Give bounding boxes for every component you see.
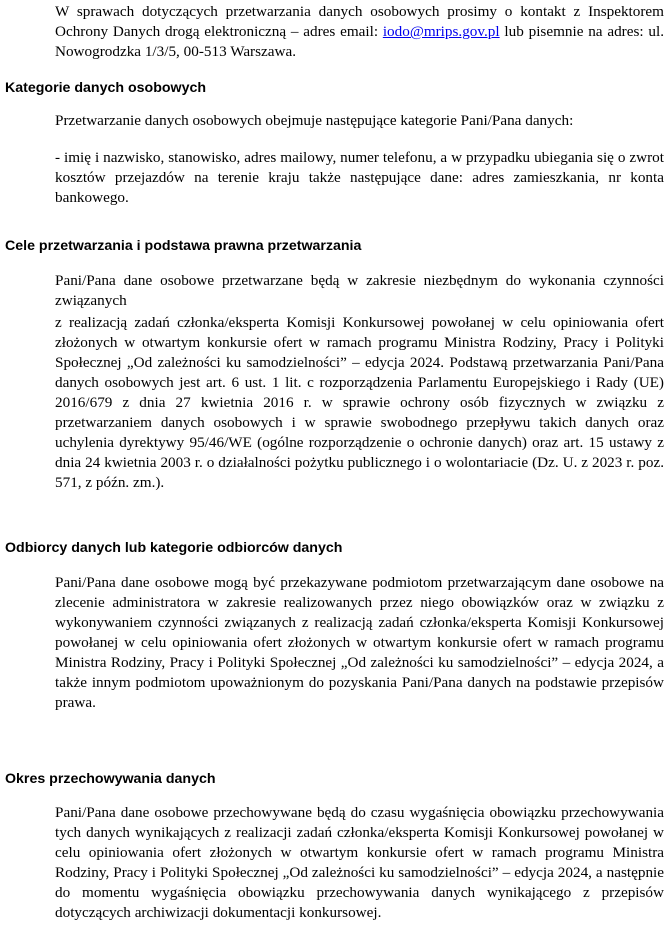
section-heading-retention: Okres przechowywania danych — [5, 771, 216, 787]
contact-text-after: lub pisemnie na adres: ul. Nowogrodzka 1/3/5, 00-513 Warszawa. — [55, 23, 664, 60]
section-heading-categories: Kategorie danych osobowych — [5, 80, 207, 96]
recipients-body: Pani/Pana dane osobowe mogą być przekazywane podmiotom przetwarzającym dane osobowe na zlecenie administratora w zakresie realizowanych przez niego obowiązków oraz w związku z wykonywaniem czynności związanych z realizacją zadań członka/eksperta Komisji Konkursowej powołanej w celu opiniowania ofert złożonych w otwartym konkursie ofert w ramach programu Ministra Rodziny, Pracy i Polityki Społecznej „Od zależności ku samodzielności” – edycja 2024, a także innym podmiotom upoważnionym do pozyskania Pani/Pana danych na podstawie przepisów prawa. — [55, 574, 664, 711]
section-heading-purposes: Cele przetwarzania i podstawa prawna przetwarzania — [5, 238, 362, 254]
purposes-line-1: Pani/Pana dane osobowe przetwarzane będą w zakresie niezbędnym do wykonania czynności związanych — [55, 272, 664, 309]
section-heading-recipients: Odbiorcy danych lub kategorie odbiorców danych — [5, 540, 343, 556]
retention-body: Pani/Pana dane osobowe przechowywane będą do czasu wygaśnięcia obowiązku przechowywania tych danych wynikających z realizacji zadań członka/eksperta Komisji Konkursowej powołanej w celu opiniowania ofert złożonych w otwartym konkursie ofert w ramach programu Ministra Rodziny, Pracy i Polityki Społecznej „Od zależności ku samodzielności” – edycja 2024, a następnie do momentu wygaśnięcia obowiązku przechowywania danych wynikającego z przepisów dotyczących archiwizacji dokumentacji konkursowej. — [55, 804, 664, 921]
categories-intro: Przetwarzanie danych osobowych obejmuje następujące kategorie Pani/Pana danych: — [55, 112, 574, 129]
contact-paragraph — [55, 2, 664, 62]
purposes-line-2: z realizacją zadań członka/eksperta Komisji Konkursowej powołanej w celu opiniowania ofert złożonych w otwartym konkursie ofert w ramach programu Ministra Rodziny, Pracy i Polityki Społecznej „Od zależności ku samodzielności” – edycja 2024. Podstawą przetwarzania Pani/Pana danych osobowych jest art. 6 ust. 1 lit. c rozporządzenia Parlamentu Europejskiego i Rady (UE) 2016/679 z dnia 27 kwietnia 2016 r. w sprawie ochrony osób fizycznych w związku z przetwarzaniem danych osobowych i w sprawie swobodnego przepływu takich danych oraz uchylenia dyrektywy 95/46/WE (ogólne rozporządzenie o ochronie danych) oraz art. 15 ustawy z dnia 24 kwietnia 2003 r. o działalności pożytku publicznego i o wolontariacie (Dz. U. z 2023 r. poz. 571, z późn. zm.). — [55, 314, 664, 491]
categories-item: - imię i nazwisko, stanowisko, adres mailowy, numer telefonu, a w przypadku ubiegania się o zwrot kosztów przejazdów na terenie kraju także następujące dane: adres zamieszkania, nr konta bankowego. — [55, 149, 664, 206]
email-link[interactable]: iodo@mrips.gov.pl — [382, 23, 500, 40]
contact-text-before: W sprawach dotyczących przetwarzania danych osobowych prosimy o kontakt z Inspektorem Ochrony Danych drogą elektroniczną – adres email: — [55, 3, 664, 40]
